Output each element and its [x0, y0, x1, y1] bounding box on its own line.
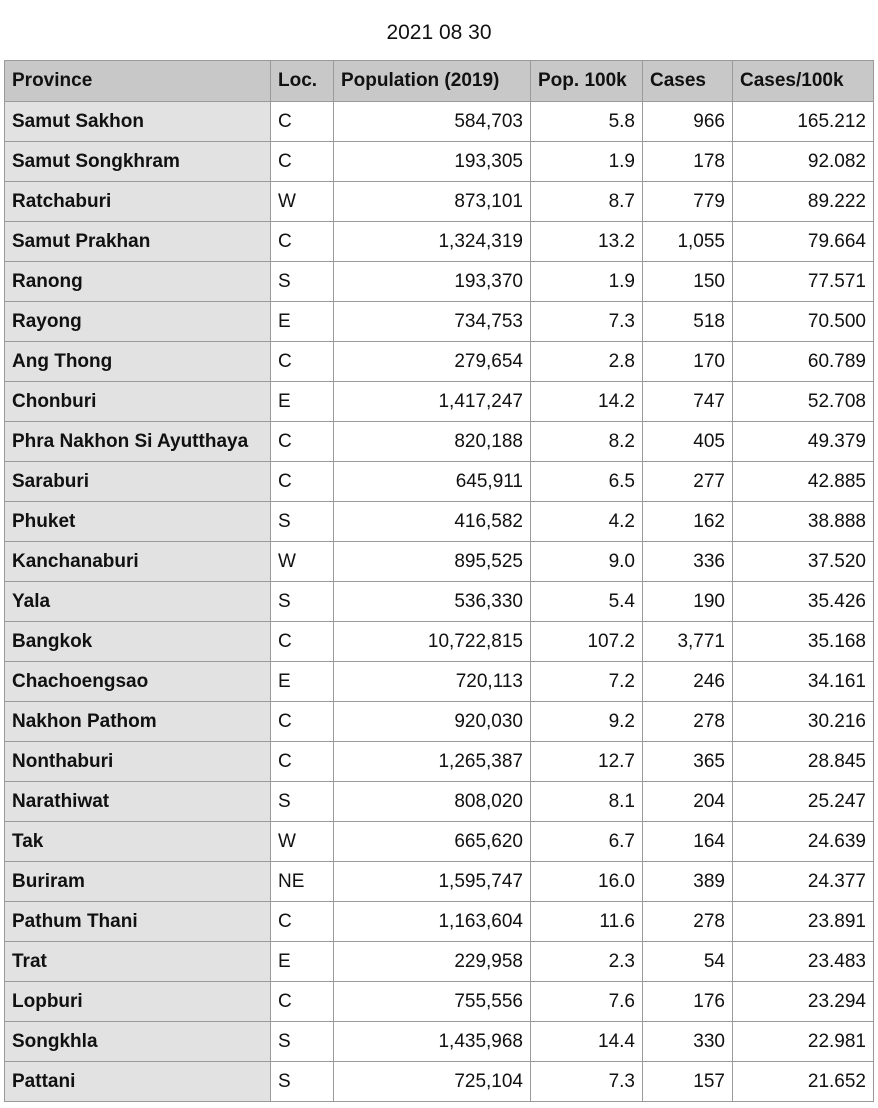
province-cell: Yala [5, 582, 271, 622]
province-cell: Ranong [5, 262, 271, 302]
population-cell: 584,703 [334, 102, 531, 142]
province-cell: Ratchaburi [5, 182, 271, 222]
pop-100k-cell: 1.9 [531, 262, 643, 302]
table-row [5, 662, 874, 702]
population-cell: 193,305 [334, 142, 531, 182]
population-cell: 1,324,319 [334, 222, 531, 262]
pop-100k-cell: 8.7 [531, 182, 643, 222]
table-row [5, 862, 874, 902]
population-cell: 920,030 [334, 702, 531, 742]
population-cell: 1,417,247 [334, 382, 531, 422]
population-cell: 645,911 [334, 462, 531, 502]
pop-100k-cell: 12.7 [531, 742, 643, 782]
loc-cell: S [271, 502, 334, 542]
table-row [5, 742, 874, 782]
cases-per-100k-cell: 23.294 [733, 982, 874, 1022]
loc-cell: C [271, 982, 334, 1022]
cases-per-100k-cell: 89.222 [733, 182, 874, 222]
population-cell: 1,265,387 [334, 742, 531, 782]
column-header-province: Province [5, 61, 271, 102]
table-row [5, 782, 874, 822]
cases-per-100k-cell: 24.639 [733, 822, 874, 862]
pop-100k-cell: 7.3 [531, 302, 643, 342]
loc-cell: W [271, 822, 334, 862]
table-row [5, 102, 874, 142]
cases-per-100k-cell: 22.981 [733, 1022, 874, 1062]
cases-cell: 164 [643, 822, 733, 862]
population-cell: 193,370 [334, 262, 531, 302]
loc-cell: S [271, 582, 334, 622]
province-cell: Narathiwat [5, 782, 271, 822]
cases-per-100k-cell: 30.216 [733, 702, 874, 742]
cases-per-100k-cell: 38.888 [733, 502, 874, 542]
column-header-loc: Loc. [271, 61, 334, 102]
province-cases-table [4, 60, 874, 1102]
table-row [5, 702, 874, 742]
cases-cell: 966 [643, 102, 733, 142]
pop-100k-cell: 8.2 [531, 422, 643, 462]
cases-per-100k-cell: 42.885 [733, 462, 874, 502]
cases-per-100k-cell: 34.161 [733, 662, 874, 702]
table-row [5, 622, 874, 662]
pop-100k-cell: 14.2 [531, 382, 643, 422]
cases-cell: 157 [643, 1062, 733, 1102]
province-cell: Nonthaburi [5, 742, 271, 782]
pop-100k-cell: 14.4 [531, 1022, 643, 1062]
cases-cell: 518 [643, 302, 733, 342]
province-cell: Samut Songkhram [5, 142, 271, 182]
pop-100k-cell: 7.3 [531, 1062, 643, 1102]
cases-per-100k-cell: 37.520 [733, 542, 874, 582]
pop-100k-cell: 9.0 [531, 542, 643, 582]
table-row [5, 302, 874, 342]
loc-cell: E [271, 662, 334, 702]
loc-cell: C [271, 142, 334, 182]
population-cell: 1,595,747 [334, 862, 531, 902]
table-row [5, 942, 874, 982]
table-row [5, 822, 874, 862]
cases-per-100k-cell: 25.247 [733, 782, 874, 822]
loc-cell: NE [271, 862, 334, 902]
cases-cell: 3,771 [643, 622, 733, 662]
pop-100k-cell: 5.4 [531, 582, 643, 622]
cases-per-100k-cell: 24.377 [733, 862, 874, 902]
population-cell: 1,435,968 [334, 1022, 531, 1062]
cases-per-100k-cell: 79.664 [733, 222, 874, 262]
cases-cell: 204 [643, 782, 733, 822]
province-cell: Samut Sakhon [5, 102, 271, 142]
cases-cell: 176 [643, 982, 733, 1022]
table-row [5, 1022, 874, 1062]
province-cell: Trat [5, 942, 271, 982]
pop-100k-cell: 5.8 [531, 102, 643, 142]
cases-per-100k-cell: 52.708 [733, 382, 874, 422]
province-cell: Samut Prakhan [5, 222, 271, 262]
pop-100k-cell: 4.2 [531, 502, 643, 542]
cases-cell: 170 [643, 342, 733, 382]
province-cell: Chachoengsao [5, 662, 271, 702]
pop-100k-cell: 16.0 [531, 862, 643, 902]
loc-cell: C [271, 102, 334, 142]
province-cell: Rayong [5, 302, 271, 342]
table-row [5, 542, 874, 582]
cases-per-100k-cell: 23.891 [733, 902, 874, 942]
population-cell: 1,163,604 [334, 902, 531, 942]
population-cell: 279,654 [334, 342, 531, 382]
population-cell: 10,722,815 [334, 622, 531, 662]
cases-cell: 178 [643, 142, 733, 182]
cases-per-100k-cell: 70.500 [733, 302, 874, 342]
cases-cell: 54 [643, 942, 733, 982]
cases-per-100k-cell: 23.483 [733, 942, 874, 982]
table-row [5, 502, 874, 542]
table-row [5, 902, 874, 942]
province-cell: Pathum Thani [5, 902, 271, 942]
loc-cell: S [271, 1022, 334, 1062]
cases-cell: 277 [643, 462, 733, 502]
population-cell: 808,020 [334, 782, 531, 822]
province-cell: Phuket [5, 502, 271, 542]
pop-100k-cell: 6.7 [531, 822, 643, 862]
pop-100k-cell: 8.1 [531, 782, 643, 822]
loc-cell: C [271, 222, 334, 262]
table-row [5, 982, 874, 1022]
table-row [5, 342, 874, 382]
province-cell: Nakhon Pathom [5, 702, 271, 742]
pop-100k-cell: 6.5 [531, 462, 643, 502]
population-cell: 725,104 [334, 1062, 531, 1102]
cases-cell: 278 [643, 902, 733, 942]
table-row [5, 142, 874, 182]
cases-per-100k-cell: 77.571 [733, 262, 874, 302]
table-title: 2021 08 30 [386, 21, 492, 44]
cases-cell: 246 [643, 662, 733, 702]
cases-per-100k-cell: 92.082 [733, 142, 874, 182]
loc-cell: W [271, 182, 334, 222]
cases-cell: 365 [643, 742, 733, 782]
cases-cell: 336 [643, 542, 733, 582]
table-row [5, 262, 874, 302]
cases-cell: 389 [643, 862, 733, 902]
population-cell: 734,753 [334, 302, 531, 342]
cases-per-100k-cell: 60.789 [733, 342, 874, 382]
population-cell: 416,582 [334, 502, 531, 542]
cases-per-100k-cell: 21.652 [733, 1062, 874, 1102]
table-row [5, 582, 874, 622]
loc-cell: E [271, 302, 334, 342]
province-cell: Tak [5, 822, 271, 862]
column-header-population: Population (2019) [334, 61, 531, 102]
table-row [5, 422, 874, 462]
cases-cell: 162 [643, 502, 733, 542]
pop-100k-cell: 7.6 [531, 982, 643, 1022]
table-row [5, 1062, 874, 1102]
province-cell: Bangkok [5, 622, 271, 662]
column-header-cases-per-100k: Cases/100k [733, 61, 874, 102]
population-cell: 665,620 [334, 822, 531, 862]
cases-cell: 1,055 [643, 222, 733, 262]
table-row [5, 222, 874, 262]
loc-cell: C [271, 422, 334, 462]
loc-cell: W [271, 542, 334, 582]
cases-cell: 150 [643, 262, 733, 302]
table-body [5, 102, 874, 1102]
cases-cell: 190 [643, 582, 733, 622]
loc-cell: C [271, 742, 334, 782]
pop-100k-cell: 9.2 [531, 702, 643, 742]
loc-cell: C [271, 702, 334, 742]
loc-cell: C [271, 342, 334, 382]
loc-cell: S [271, 782, 334, 822]
population-cell: 820,188 [334, 422, 531, 462]
cases-per-100k-cell: 165.212 [733, 102, 874, 142]
loc-cell: S [271, 1062, 334, 1102]
header-row [5, 61, 874, 102]
province-cell: Songkhla [5, 1022, 271, 1062]
province-cell: Phra Nakhon Si Ayutthaya [5, 422, 271, 462]
pop-100k-cell: 13.2 [531, 222, 643, 262]
table-row [5, 382, 874, 422]
column-header-pop-100k: Pop. 100k [531, 61, 643, 102]
pop-100k-cell: 1.9 [531, 142, 643, 182]
population-cell: 755,556 [334, 982, 531, 1022]
cases-per-100k-cell: 35.426 [733, 582, 874, 622]
column-header-cases: Cases [643, 61, 733, 102]
cases-per-100k-cell: 49.379 [733, 422, 874, 462]
province-cell: Lopburi [5, 982, 271, 1022]
cases-cell: 278 [643, 702, 733, 742]
population-cell: 720,113 [334, 662, 531, 702]
loc-cell: S [271, 262, 334, 302]
province-cell: Buriram [5, 862, 271, 902]
cases-cell: 405 [643, 422, 733, 462]
province-cell: Kanchanaburi [5, 542, 271, 582]
pop-100k-cell: 2.3 [531, 942, 643, 982]
province-cell: Pattani [5, 1062, 271, 1102]
cases-per-100k-cell: 35.168 [733, 622, 874, 662]
cases-per-100k-cell: 28.845 [733, 742, 874, 782]
population-cell: 229,958 [334, 942, 531, 982]
cases-cell: 747 [643, 382, 733, 422]
table-row [5, 462, 874, 502]
population-cell: 895,525 [334, 542, 531, 582]
pop-100k-cell: 107.2 [531, 622, 643, 662]
pop-100k-cell: 11.6 [531, 902, 643, 942]
province-cell: Saraburi [5, 462, 271, 502]
loc-cell: C [271, 462, 334, 502]
pop-100k-cell: 7.2 [531, 662, 643, 702]
table-row [5, 182, 874, 222]
province-cell: Chonburi [5, 382, 271, 422]
population-cell: 873,101 [334, 182, 531, 222]
cases-cell: 779 [643, 182, 733, 222]
loc-cell: C [271, 902, 334, 942]
loc-cell: E [271, 942, 334, 982]
cases-cell: 330 [643, 1022, 733, 1062]
pop-100k-cell: 2.8 [531, 342, 643, 382]
loc-cell: C [271, 622, 334, 662]
loc-cell: E [271, 382, 334, 422]
province-cell: Ang Thong [5, 342, 271, 382]
population-cell: 536,330 [334, 582, 531, 622]
